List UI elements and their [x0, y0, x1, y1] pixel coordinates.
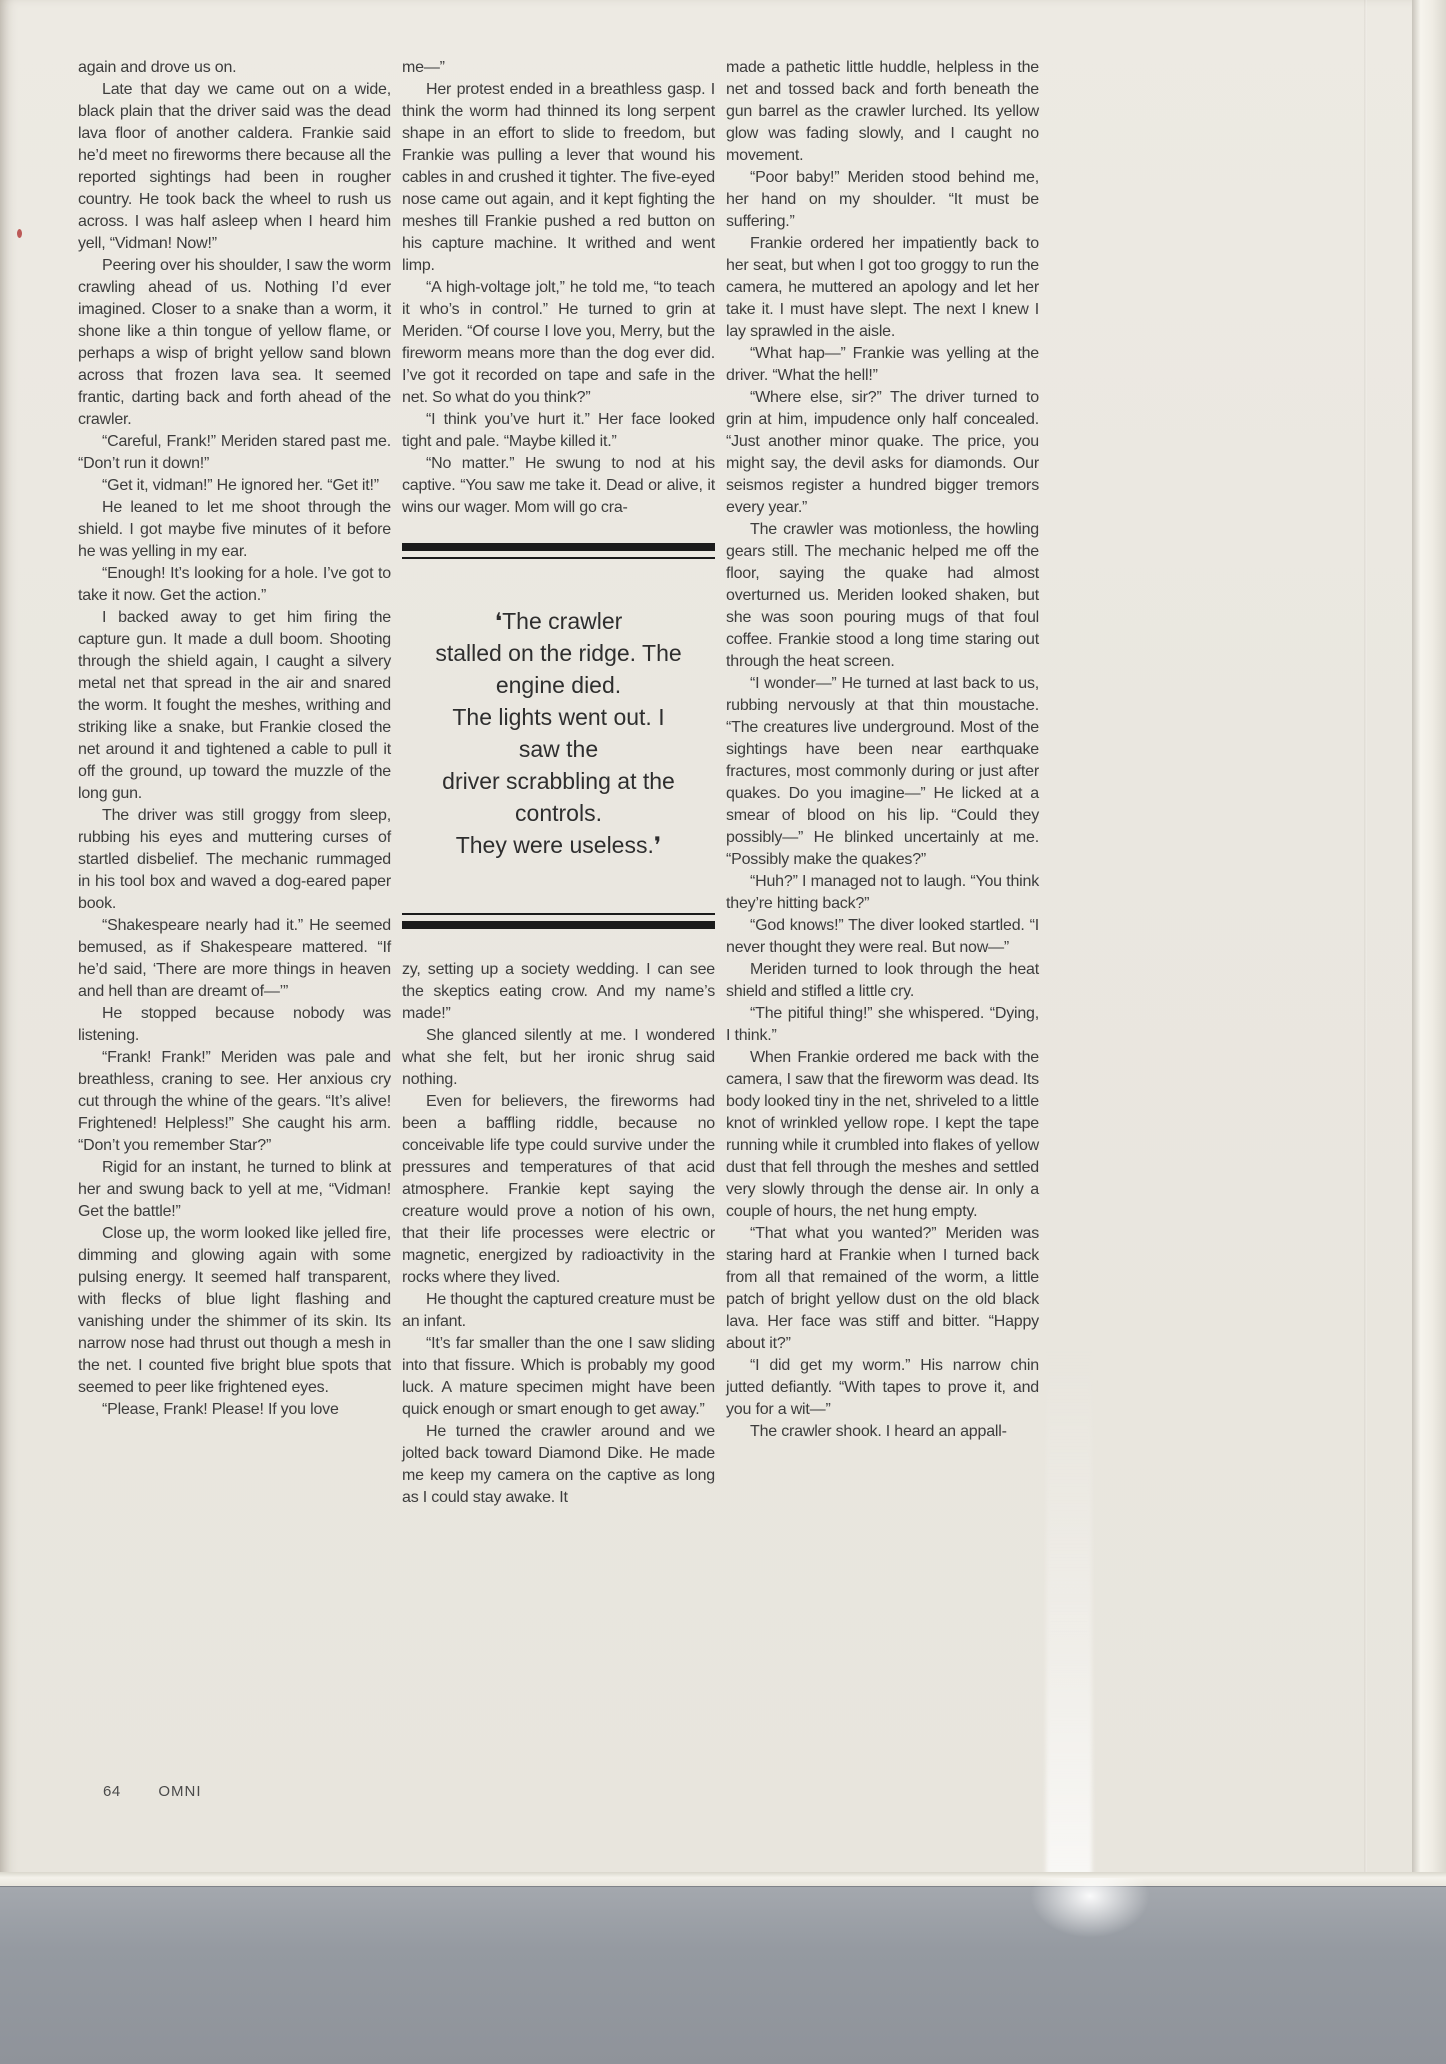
paragraph: The driver was still groggy from sleep, rubbing his eyes and muttering curses of startled disbelief. The mechanic rummaged in his tool box and waved a dog-eared paper book.	[78, 807, 391, 912]
paragraph: She glanced silently at me. I wondered what she felt, but her ironic shrug said nothing.	[402, 1027, 715, 1088]
paragraph: “Where else, sir?” The driver turned to grin at him, impudence only half concealed. “Just another minor quake. The price, you might say, the devil asks for diamonds. Our seismos register a hundred bigger tremors every year.”	[726, 389, 1039, 516]
text-column-2	[402, 57, 715, 1509]
pull-quote-line: ❛The crawler	[494, 608, 623, 634]
paragraph: Rigid for an instant, he turned to blink at her and swung back to yell at me, “Vidman! Get the battle!”	[78, 1159, 391, 1220]
paragraph: “I think you’ve hurt it.” Her face looked tight and pale. “Maybe killed it.”	[402, 411, 715, 450]
pull-quote-text	[402, 559, 715, 913]
paragraph: “Huh?” I managed not to laugh. “You think they’re hitting back?”	[726, 873, 1039, 912]
paragraph: When Frankie ordered me back with the camera, I saw that the fireworm was dead. Its body looked tiny in the net, shriveled to a little knot of wrinkled yellow rope. I kept the tape running while it crumbled into flakes of yellow dust that fell through the meshes and settled very slowly through the dense air. In only a couple of hours, the net hung empty.	[726, 1049, 1039, 1220]
paragraph: Peering over his shoulder, I saw the worm crawling ahead of us. Nothing I’d ever imagined. Closer to a snake than a worm, it shone like a thin tongue of yellow flame, or perhaps a wisp of bright yellow sand blown across that frozen lava sea. It seemed frantic, darting back and forth ahead of the crawler.	[78, 257, 391, 428]
page-stack-edge	[0, 1872, 1446, 1886]
paragraph: Her protest ended in a breathless gasp. I think the worm had thinned its long serpent shape in an effort to slide to freedom, but Frankie was pulling a lever that wound his cables in and crushed it tighter. The five-eyed nose came out again, and it kept fighting the meshes till Frankie pushed a red button on his capture machine. It writhed and went limp.	[402, 81, 715, 274]
pull-quote-line: controls.	[515, 800, 602, 826]
paragraph: “A high-voltage jolt,” he told me, “to teach it who’s in control.” He turned to grin at Meriden. “Of course I love you, Merry, but the fireworm means more than the dog ever did. I’ve got it recorded on tape and safe in the net. So what do you think?”	[402, 279, 715, 406]
adjacent-page-edge	[1412, 0, 1446, 1895]
text-column-1	[78, 57, 391, 1421]
page-crease	[1364, 0, 1367, 1883]
paragraph: Even for believers, the fireworms had been a baffling riddle, because no conceivable life type could survive under the pressures and temperatures of that acid atmosphere. Frankie kept saying the creature would prove a notion of his own, that their life processes were electric or magnetic, energized by radioactivity in the rocks where they lived.	[402, 1093, 715, 1286]
paragraph: Frankie ordered her impatiently back to her seat, but when I got too groggy to run the camera, he muttered an apology and let her take it. I must have slept. The next I knew I lay sprawled in the aisle.	[726, 235, 1039, 340]
paragraph: “That what you wanted?” Meriden was staring hard at Frankie when I turned back from all that remained of the worm, a little patch of bright yellow dust on the old black lava. Her face was stiff and bitter. “Happy about it?”	[726, 1225, 1039, 1352]
pull-quote	[402, 543, 715, 929]
paragraph: Meriden turned to look through the heat shield and stifled a little cry.	[726, 961, 1039, 1000]
paragraph: “Poor baby!” Meriden stood behind me, her hand on my shoulder. “It must be suffering.”	[726, 169, 1039, 230]
paragraph: He turned the crawler around and we jolted back toward Diamond Dike. He made me keep my camera on the captive as long as I could stay awake. It	[402, 1423, 715, 1506]
pull-quote-top-thick-rule	[402, 543, 715, 551]
paragraph: “What hap—” Frankie was yelling at the driver. “What the hell!”	[726, 345, 1039, 384]
paragraph: Close up, the worm looked like jelled fire, dimming and glowing again with some pulsing energy. It seemed half transparent, with flecks of blue light flashing and vanishing under the shimmer of its skin. Its narrow nose had thrust out though a mesh in the net. I counted five bright blue spots that seemed to peer like frightened eyes.	[78, 1225, 391, 1396]
magazine-name: OMNI	[158, 1783, 202, 1800]
paragraph: “Please, Frank! Please! If you love	[102, 1401, 339, 1418]
paragraph: again and drove us on.	[78, 59, 237, 76]
paragraph: “Frank! Frank!” Meriden was pale and breathless, craning to see. Her anxious cry cut through the whine of the gears. “It’s alive! Frightened! Helpless!” She caught his arm. “Don’t you remember Star?”	[78, 1049, 391, 1154]
pull-quote-line: engine died.	[495, 672, 622, 698]
paragraph: “No matter.” He swung to nod at his captive. “You saw me take it. Dead or alive, it wins our wager. Mom will go cra-	[402, 455, 715, 516]
page-curl-highlight	[1030, 1878, 1150, 1938]
paragraph: I backed away to get him firing the capture gun. It made a dull boom. Shooting through the shield again, I caught a silvery metal net that spread in the air and snared the worm. It fought the meshes, writhing and striking like a snake, but Frankie closed the net around it and tightened a cable to pull it off the ground, up toward the muzzle of the long gun.	[78, 609, 391, 802]
background-surface	[0, 1886, 1446, 2064]
paragraph: zy, setting up a society wedding. I can see the skeptics eating crow. And my name’s made!”	[402, 961, 715, 1022]
scan-ink-speck	[17, 229, 22, 238]
column-2-lower-text	[402, 959, 715, 1509]
pull-quote-bottom-thick-rule	[402, 921, 715, 929]
page-footer	[103, 1783, 202, 1800]
paragraph: He leaned to let me shoot through the shield. I got maybe five minutes of it before he was yelling in my ear.	[78, 499, 391, 560]
paragraph: The crawler shook. I heard an appall-	[750, 1423, 1007, 1440]
paragraph: He thought the captured creature must be an infant.	[402, 1291, 715, 1330]
paragraph: “I wonder—” He turned at last back to us, rubbing nervously at that thin moustache. “The creatures live underground. Most of the sightings have been near earthquake fractures, most commonly during or just after quakes. Do you imagine—” He licked at a smear of blood on his lip. “Could they possibly—” He blinked uncertainly at me. “Possibly make the quakes?”	[726, 675, 1039, 868]
pull-quote-line: saw the	[518, 736, 599, 762]
pull-quote-line: The lights went out. I	[452, 704, 665, 730]
paragraph: The crawler was motionless, the howling gears still. The mechanic helped me off the floor, saying the quake had almost overturned us. Meriden looked shaken, but she was soon pouring mugs of that foul coffee. Frankie stood a long time staring out through the heat screen.	[726, 521, 1039, 670]
paragraph: He stopped because nobody was listening.	[78, 1005, 391, 1044]
paragraph: made a pathetic little huddle, helpless in the net and tossed back and forth beneath the gun barrel as the crawler lurched. Its yellow glow was fading slowly, and I caught no movement.	[726, 59, 1039, 164]
pull-quote-line: They were useless.❜	[455, 832, 662, 858]
page-curl-light	[1046, 1350, 1092, 1895]
pull-quote-line: driver scrabbling at the	[442, 768, 675, 794]
page-number: 64	[103, 1783, 121, 1800]
column-2-upper-text	[402, 57, 715, 519]
paragraph: “Enough! It’s looking for a hole. I’ve got to take it now. Get the action.”	[78, 565, 391, 604]
paragraph: “I did get my worm.” His narrow chin jutted defiantly. “With tapes to prove it, and you for a wit—”	[726, 1357, 1039, 1418]
paragraph: “Careful, Frank!” Meriden stared past me. “Don’t run it down!”	[78, 433, 391, 472]
paragraph: “Get it, vidman!” He ignored her. “Get it!”	[102, 477, 379, 494]
paragraph: Late that day we came out on a wide, black plain that the driver said was the dead lava floor of another caldera. Frankie said he’d meet no fireworms there because all the reported sightings had been in rougher country. He took back the wheel to rush us across. I was half asleep when I heard him yell, “Vidman! Now!”	[78, 81, 391, 252]
paragraph: “The pitiful thing!” she whispered. “Dying, I think.”	[726, 1005, 1039, 1044]
pull-quote-line: stalled on the ridge. The	[435, 640, 682, 666]
paragraph: “God knows!” The diver looked startled. “I never thought they were real. But now—”	[726, 917, 1039, 956]
paragraph: “Shakespeare nearly had it.” He seemed bemused, as if Shakespeare mattered. “If he’d said, ‘There are more things in heaven and hell than are dreamt of—’”	[78, 917, 391, 1000]
text-column-3	[726, 57, 1039, 1443]
paragraph: me—”	[402, 59, 445, 76]
paragraph: “It’s far smaller than the one I saw sliding into that fissure. Which is probably my good luck. A mature specimen might have been quick enough or smart enough to get away.”	[402, 1335, 715, 1418]
